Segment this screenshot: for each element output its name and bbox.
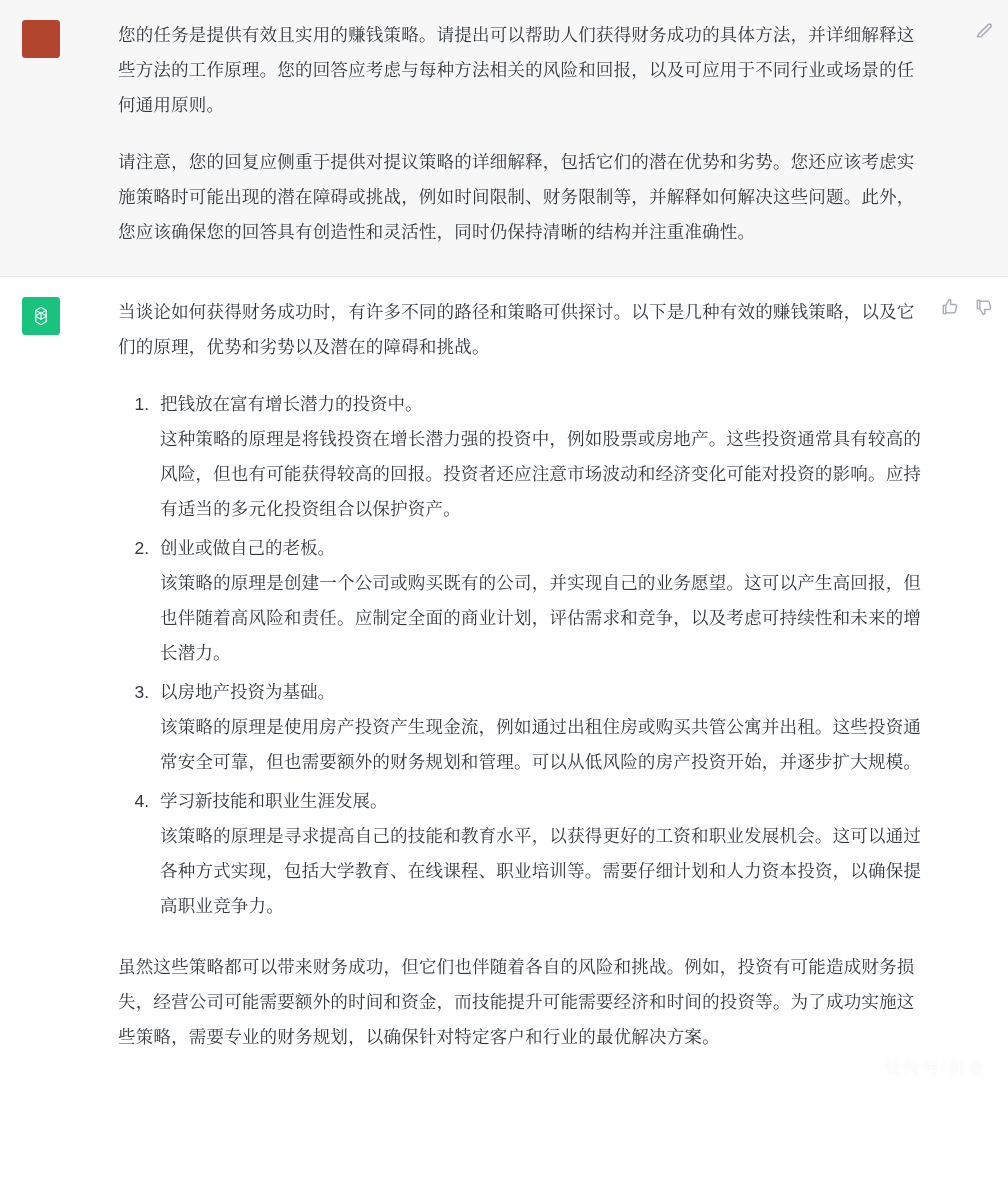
assistant-message-row bbox=[0, 295, 1008, 1055]
strategy-body: 这种策略的原理是将钱投资在增长潜力强的投资中，例如股票或房地产。这些投资通常具有较高的风险，但也有可能获得较高的回报。投资者还应注意市场波动和经济变化可能对投资的影响。应持有适当的多元化投资组合以保护资产。 bbox=[160, 429, 922, 519]
user-message-row bbox=[0, 18, 1008, 250]
assistant-avatar bbox=[22, 297, 60, 335]
user-paragraph-1: 您的任务是提供有效且实用的赚钱策略。请提出可以帮助人们获得财务成功的具体方法，并详细解释这些方法的工作原理。您的回答应考虑与每种方法相关的风险和回报，以及可应用于不同行业或场景的任何通用原则。 bbox=[118, 25, 915, 115]
list-item bbox=[154, 531, 928, 671]
user-message-actions bbox=[974, 20, 994, 40]
thumbs-up-icon[interactable] bbox=[940, 297, 960, 317]
openai-logo-icon bbox=[29, 304, 53, 328]
thumbs-down-icon[interactable] bbox=[974, 297, 994, 317]
list-item bbox=[154, 675, 928, 780]
strategy-body: 该策略的原理是寻求提高自己的技能和教育水平，以获得更好的工资和职业发展机会。这可以通过各种方式实现，包括大学教育、在线课程、职业培训等。需要仔细计划和人力资本投资，以确保提高职业竞争力。 bbox=[160, 826, 922, 916]
assistant-intro: 当谈论如何获得财务成功时，有许多不同的路径和策略可供探讨。以下是几种有效的赚钱策略，以及它们的原理，优势和劣势以及潜在的障碍和挑战。 bbox=[118, 302, 915, 357]
edit-icon[interactable] bbox=[974, 20, 994, 40]
strategy-title: 2. 创业或做自己的老板。 bbox=[160, 538, 335, 558]
strategy-title: 1. 把钱放在富有增长潜力的投资中。 bbox=[160, 394, 423, 414]
strategy-title: 4. 学习新技能和职业生涯发展。 bbox=[160, 791, 388, 811]
user-avatar bbox=[22, 20, 60, 58]
strategy-body: 该策略的原理是创建一个公司或购买既有的公司，并实现自己的业务愿望。这可以产生高回报，但也伴随着高风险和责任。应制定全面的商业计划，评估需求和竞争，以及考虑可持续性和未来的增长潜力。 bbox=[160, 573, 922, 663]
watermark: 快传号/创业 bbox=[884, 1059, 986, 1078]
assistant-message-actions bbox=[940, 297, 994, 317]
list-item bbox=[154, 784, 928, 924]
strategy-list bbox=[118, 387, 928, 924]
assistant-closing: 虽然这些策略都可以带来财务成功，但它们也伴随着各自的风险和挑战。例如，投资有可能造成财务损失，经营公司可能需要额外的时间和资金，而技能提升可能需要经济和时间的投资等。为了成功实施这些策略，需要专业的财务规划，以确保针对特定客户和行业的最优解决方案。 bbox=[118, 957, 915, 1047]
strategy-title: 3. 以房地产投资为基础。 bbox=[160, 682, 335, 702]
list-item bbox=[154, 387, 928, 527]
user-message-content bbox=[60, 18, 940, 250]
user-paragraph-2: 请注意，您的回复应侧重于提供对提议策略的详细解释，包括它们的潜在优势和劣势。您还应该考虑实施策略时可能出现的潜在障碍或挑战，例如时间限制、财务限制等，并解释如何解决这些问题。此外，您应该确保您的回答具有创造性和灵活性，同时仍保持清晰的结构并注重准确性。 bbox=[118, 152, 915, 242]
assistant-message-turn bbox=[0, 277, 1008, 1085]
strategy-body: 该策略的原理是使用房产投资产生现金流，例如通过出租住房或购买共管公寓并出租。这些投资通常安全可靠，但也需要额外的财务规划和管理。可以从低风险的房产投资开始，并逐步扩大规模。 bbox=[160, 717, 922, 772]
user-message-turn bbox=[0, 0, 1008, 277]
assistant-message-content bbox=[60, 295, 940, 1055]
